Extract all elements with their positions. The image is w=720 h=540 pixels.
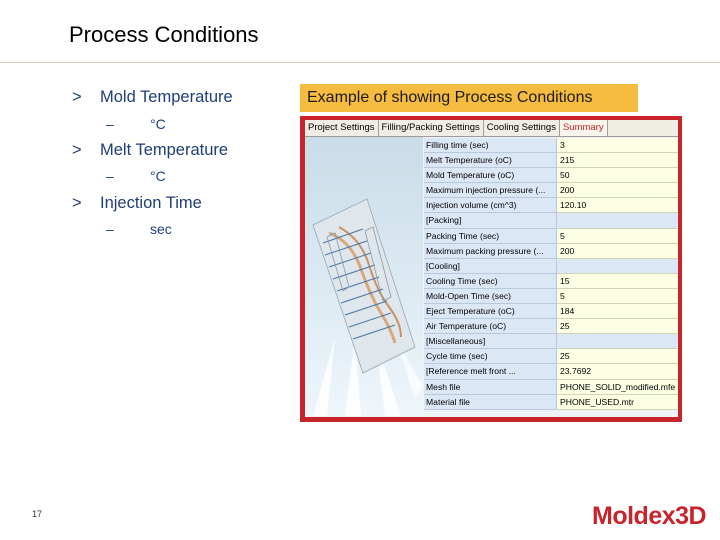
- sub-bullet-text: °C: [150, 168, 166, 184]
- property-value-cell[interactable]: [557, 213, 678, 228]
- bullet-injection-time: [72, 194, 202, 213]
- property-value-cell[interactable]: 23.7692: [557, 364, 678, 379]
- property-value-cell[interactable]: 120.10: [557, 198, 678, 213]
- table-row: [424, 168, 678, 183]
- sub-bullet-injection-unit: [106, 221, 172, 237]
- property-value-cell[interactable]: PHONE_USED.mtr: [557, 395, 678, 410]
- property-name-cell: Maximum packing pressure (...: [424, 244, 557, 259]
- property-value-cell[interactable]: 5: [557, 229, 678, 244]
- property-name-cell: Maximum injection pressure (...: [424, 183, 557, 198]
- table-row: [424, 229, 678, 244]
- table-row: [424, 244, 678, 259]
- sub-bullet-marker: –: [106, 168, 114, 184]
- tab-cooling-settings[interactable]: Cooling Settings: [484, 120, 560, 136]
- sub-bullet-marker: –: [106, 221, 114, 237]
- property-name-cell: Material file: [424, 395, 557, 410]
- table-row: [424, 304, 678, 319]
- summary-table: [424, 138, 678, 410]
- title-divider: [0, 62, 720, 63]
- tab-filling-packing-settings[interactable]: Filling/Packing Settings: [379, 120, 484, 136]
- bullet-label: Injection Time: [100, 194, 202, 212]
- screenshot-frame: [300, 116, 682, 422]
- property-value-cell[interactable]: PHONE_SOLID_modified.mfe: [557, 380, 678, 395]
- table-row: [424, 153, 678, 168]
- table-row: [424, 259, 678, 274]
- bullet-mold-temperature: [72, 88, 233, 107]
- table-row: [424, 198, 678, 213]
- property-value-cell[interactable]: 200: [557, 183, 678, 198]
- table-row: [424, 395, 678, 410]
- screenshot-window: [305, 120, 678, 417]
- bullet-melt-temperature: [72, 141, 228, 160]
- property-value-cell[interactable]: [557, 259, 678, 274]
- property-name-cell: [Miscellaneous]: [424, 334, 557, 349]
- property-value-cell[interactable]: 5: [557, 289, 678, 304]
- property-name-cell: Mesh file: [424, 380, 557, 395]
- property-name-cell: Melt Temperature (oC): [424, 153, 557, 168]
- sub-bullet-text: °C: [150, 116, 166, 132]
- property-value-cell[interactable]: 3: [557, 138, 678, 153]
- table-row: [424, 380, 678, 395]
- sub-bullet-melt-unit: [106, 168, 166, 184]
- part-preview-image: [305, 137, 423, 416]
- bullet-label: Mold Temperature: [100, 88, 233, 106]
- table-row: [424, 349, 678, 364]
- callout-label: Example of showing Process Conditions: [300, 84, 638, 112]
- property-name-cell: Eject Temperature (oC): [424, 304, 557, 319]
- bullet-marker: >: [72, 88, 82, 106]
- property-value-cell[interactable]: 15: [557, 274, 678, 289]
- table-row: [424, 138, 678, 153]
- property-name-cell: Cycle time (sec): [424, 349, 557, 364]
- property-value-cell[interactable]: [557, 334, 678, 349]
- property-name-cell: [Packing]: [424, 213, 557, 228]
- property-value-cell[interactable]: 25: [557, 319, 678, 334]
- table-row: [424, 183, 678, 198]
- table-row: [424, 274, 678, 289]
- property-name-cell: Filling time (sec): [424, 138, 557, 153]
- property-name-cell: Mold-Open Time (sec): [424, 289, 557, 304]
- property-value-cell[interactable]: 215: [557, 153, 678, 168]
- property-name-cell: Mold Temperature (oC): [424, 168, 557, 183]
- tab-bar: [305, 120, 678, 137]
- tab-project-settings[interactable]: Project Settings: [305, 120, 379, 136]
- table-row: [424, 319, 678, 334]
- bullet-marker: >: [72, 194, 82, 212]
- property-value-cell[interactable]: 184: [557, 304, 678, 319]
- page-title: Process Conditions: [69, 22, 259, 47]
- property-name-cell: [Cooling]: [424, 259, 557, 274]
- table-row: [424, 213, 678, 228]
- table-row: [424, 289, 678, 304]
- property-value-cell[interactable]: 50: [557, 168, 678, 183]
- property-name-cell: Air Temperature (oC): [424, 319, 557, 334]
- tab-summary[interactable]: Summary: [560, 120, 608, 136]
- sub-bullet-mold-unit: [106, 116, 166, 132]
- property-value-cell[interactable]: 200: [557, 244, 678, 259]
- table-row: [424, 334, 678, 349]
- bullet-marker: >: [72, 141, 82, 159]
- bullet-label: Melt Temperature: [100, 141, 229, 159]
- table-row: [424, 364, 678, 379]
- sub-bullet-marker: –: [106, 116, 114, 132]
- moldex3d-logo: Moldex3D: [592, 502, 707, 530]
- property-name-cell: [Reference melt front ...: [424, 364, 557, 379]
- property-name-cell: Packing Time (sec): [424, 229, 557, 244]
- sub-bullet-text: sec: [150, 221, 172, 237]
- property-value-cell[interactable]: 25: [557, 349, 678, 364]
- page-number: 17: [32, 509, 43, 519]
- property-name-cell: Injection volume (cm^3): [424, 198, 557, 213]
- property-name-cell: Cooling Time (sec): [424, 274, 557, 289]
